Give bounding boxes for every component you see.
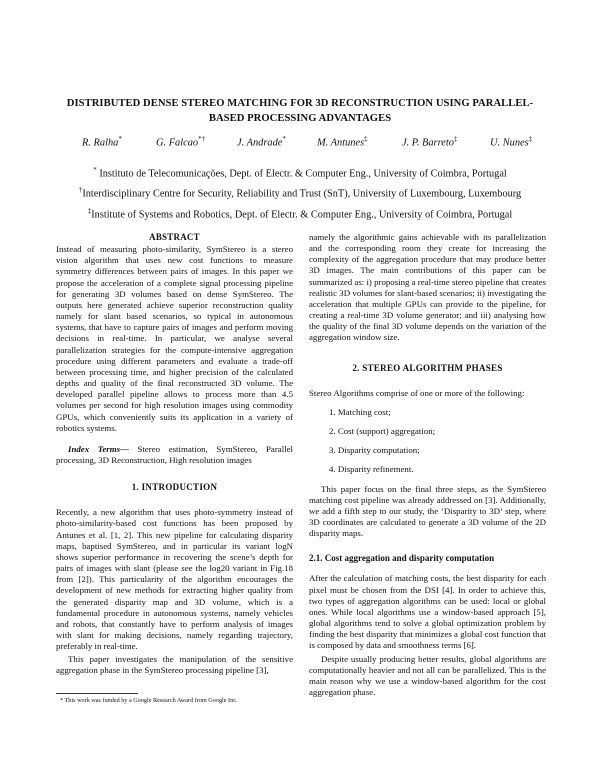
subsection-2-1-paragraph: Despite usually producing better results, global algorithms are computationally heavier and not all can be parallelized. This is the main reason why we use a window-based algorithm for the cost aggregation phase. — [309, 653, 546, 697]
section-2-intro: Stereo Algorithms comprise of one or more of the following: — [309, 387, 525, 398]
abstract-heading: ABSTRACT — [149, 232, 200, 242]
affiliation: †Interdisciplinary Centre for Security, Reliability and Trust (SnT), University of Luxembourg, Luxembourg — [78, 186, 522, 200]
author: J. P. Barreto‡ — [402, 135, 458, 149]
author: R. Ralha* — [82, 135, 122, 149]
footnote-rule — [56, 693, 138, 694]
author: U. Nunes‡ — [490, 135, 533, 149]
author: G. Falcao*† — [156, 135, 206, 149]
list-item: 3. Disparity computation; — [329, 445, 420, 456]
introduction-paragraph: Recently, a new algorithm that uses photo-symmetry instead of photo-similarity-based cost functions has been proposed by Antunes et al. [1, 2]. This new pipeline for calculating disparity maps, baptised SymStereo, and in particular its variant logN shows superior performance in recovering the scene’s depth for pairs of images with slant (please see the log20 variant in Fig.18 from [2]). This particularity of the algorithm encourages the development of new methods for extracting higher quality from the generated disparity map and 3D volume, which is a fundamental procedure in autonomous systems, namely vehicles and robots, that constantly have to perform analysis of images with slant for making decisions, namely regarding trajectory, preferably in real-time. — [56, 507, 293, 652]
section-2-paragraph: This paper focus on the final three steps, as the SymStereo matching cost pipeline was already addressed on [3]. Additionally, we add a fifth step to our study, the ‘Disparity to 3D’ step, where 3D coordinates are calculated to generate a 3D volume of the 2D disparity maps. — [309, 483, 546, 539]
author-list — [70, 135, 540, 151]
list-item: 1. Matching cost; — [329, 406, 391, 417]
right-column — [309, 232, 546, 698]
subsection-2-1-heading: 2.1. Cost aggregation and disparity computation — [309, 553, 495, 564]
index-terms-label: Index Terms— — [68, 443, 129, 454]
affiliation: ‡Institute of Systems and Robotics, Dept. of Electr. & Computer Eng., University of Coimbra, Portugal — [87, 206, 513, 221]
phase-list — [309, 407, 546, 476]
index-terms: Index Terms— Stereo estimation, SymStereo, Parallel processing, 3D Reconstruction, High resolution images — [56, 443, 293, 465]
left-column — [56, 232, 293, 677]
list-item: 4. Disparity refinement. — [329, 464, 414, 475]
introduction-heading: 1. INTRODUCTION — [131, 482, 218, 493]
subsection-2-1-paragraph: After the calculation of matching costs, the best disparity for each pixel must be chosen from the DSI [4]. In order to achieve this, two types of aggregation algorithms can be used: local or global ones. While local algorithms use a window-based approach [5], global algorithms tend to solve a global optimization problem by finding the best disparity that minimizes a global cost function that is composed by data and smoothness terms [6]. — [309, 573, 546, 651]
introduction-paragraph-continued: namely the algorithmic gains achievable with its parallelization and the corresponding room they create for increasing the complexity of the aggregation procedure that may produce better 3D images. The main contributions of this paper can be summarized as: i) proposing a real-time stereo pipeline that creates realistic 3D volumes for slant-based scenarios; ii) investigating the acceleration that multiple GPUs can provide to the pipeline, for creating a real-time 3D volume generator; and iii) analysing how the quality of the final 3D volume depends on the variation of the aggregation window size. — [309, 232, 546, 343]
affiliation: * Instituto de Telecomunicações, Dept. of Electr. & Computer Eng., University of Coimbra, Portugal — [93, 166, 507, 180]
footnote: * This work was funded by a Google Research Award from Google Inc. — [60, 697, 238, 704]
affiliation-list — [40, 162, 560, 223]
list-item: 2. Cost (support) aggregation; — [329, 426, 436, 437]
abstract-text: Instead of measuring photo-similarity, SymStereo is a stereo vision algorithm that uses new cost functions to measure symmetry differences between pairs of images. In this paper we propose the acceleration of a complete signal processing pipeline for generating 3D volumes based on dense SymStereo. The outputs here generated achieve superior reconstruction quality namely for slant based scenarios, so typical in autonomous systems, that have to capture pairs of images and perform moving decisions in real-time. In particular, we analyse several parallelization strategies for the compute-intensive aggregation procedure using different parameters and evaluate a trade-off between processing time, and higher precision of the calculated depths and quality of the final reconstructed 3D volume. The developed parallel pipeline allows to process more than 4.5 volumes per second for high resolution images using commodity GPUs, which conveniently suits its application in a variety of robotics systems. — [56, 244, 293, 433]
section-2-heading: 2. STEREO ALGORITHM PHASES — [352, 362, 503, 373]
author: M. Antunes‡ — [317, 135, 368, 149]
paper-title: DISTRIBUTED DENSE STEREO MATCHING FOR 3D RECONSTRUCTION USING PARALLEL-BASED PROCESSING ADVANTAGES — [66, 98, 534, 124]
introduction-paragraph: This paper investigates the manipulation of the sensitive aggregation phase in the SymStereo processing pipeline [3], — [56, 654, 293, 676]
author: J. Andrade* — [237, 135, 286, 149]
